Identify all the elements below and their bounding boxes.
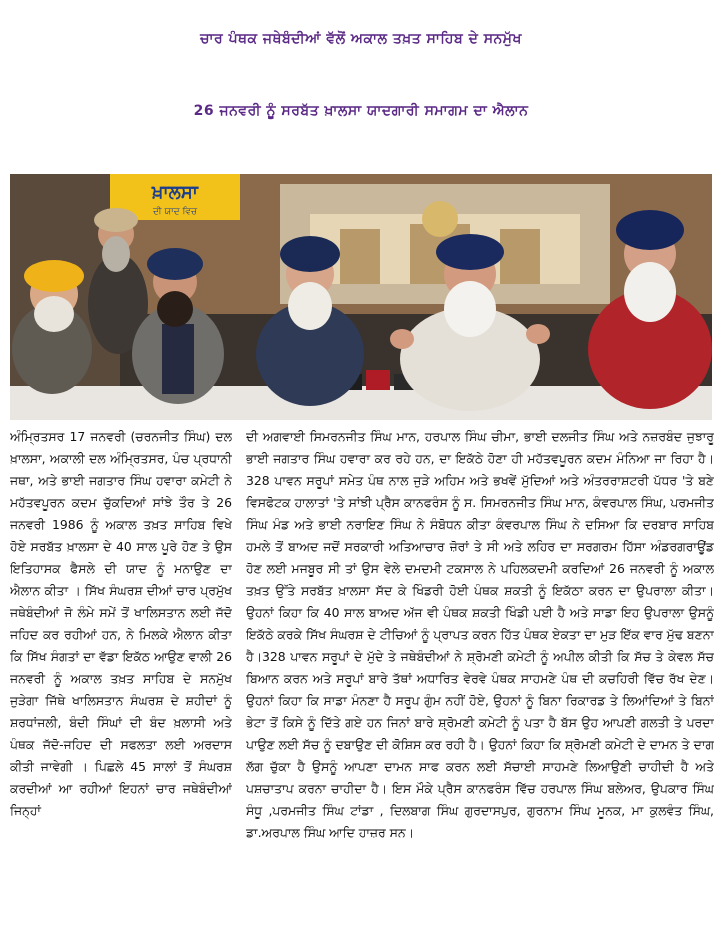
article-column-1: ਅੰਮ੍ਰਿਤਸਰ 17 ਜਨਵਰੀ (ਚਰਨਜੀਤ ਸਿੰਘ) ਦਲ ਖ਼ਾਲਸਾ, ਅਕਾਲੀ ਦਲ ਅੰਮ੍ਰਿਤਸਰ, ਪੰਚ ਪ੍ਰਧਾਨੀ ਜਥਾ, ਅਤੇ ਭਾਈ ਜਗਤਾਰ ਸਿੰਘ ਹਵਾਰਾ ਕਮੇਟੀ ਨੇ ਮਹੱਤਵਪੂਰਨ ਕਦਮ ਚੁੱਕਦਿਆਂ ਸਾਂਝੇ ਤੌਰ ਤੇ 26 ਜਨਵਰੀ 1986 ਨੂੰ ਅਕਾਲ ਤਖ਼ਤ ਸਾਹਿਬ ਵਿਖੇ ਹੋਏ ਸਰਬੱਤ ਖ਼ਾਲਸਾ ਦੇ 40 ਸਾਲ ਪੂਰੇ ਹੋਣ ਤੇ ਉਸ ਇਤਿਹਾਸਕ ਫੈਸਲੇ ਦੀ ਯਾਦ ਨੂੰ ਮਨਾਉਣ ਦਾ ਐਲਾਨ ਕੀਤਾ । ਸਿੱਖ ਸੰਘਰਸ਼ ਦੀਆਂ ਚਾਰ ਪ੍ਰਮੁੱਖ ਜਥੇਬੰਦੀਆਂ ਜੋ ਲੰਮੇ ਸਮੇਂ ਤੋਂ ਖਾਲਿਸਤਾਨ ਲਈ ਜੱਦੋ ਜਹਿਦ ਕਰ ਰਹੀਆਂ ਹਨ, ਨੇ ਮਿਲਕੇ ਐਲਾਨ ਕੀਤਾ ਕਿ ਸਿੱਖ ਸੰਗਤਾਂ ਦਾ ਵੱਡਾ ਇਕੱਠ ਆਉਣ ਵਾਲੀ 26 ਜਨਵਰੀ ਨੂੰ ਅਕਾਲ ਤਖ਼ਤ ਸਾਹਿਬ ਦੇ ਸਨਮੁੱਖ ਜੁੜੇਗਾ ਜਿੱਥੇ ਖਾਲਿਸਤਾਨ ਸੰਘਰਸ਼ ਦੇ ਸ਼ਹੀਦਾਂ ਨੂੰ ਸ਼ਰਧਾਂਜਲੀ, ਬੰਦੀ ਸਿੰਘਾਂ ਦੀ ਬੰਦ ਖ਼ਲਾਸੀ ਅਤੇ ਪੰਥਕ ਜੱਦੋ-ਜਹਿਦ ਦੀ ਸਫਲਤਾ ਲਈ ਅਰਦਾਸ ਕੀਤੀ ਜਾਵੇਗੀ । ਪਿਛਲੇ 45 ਸਾਲਾਂ ਤੋਂ ਸੰਘਰਸ਼ ਕਰਦੀਆਂ ਆ ਰਹੀਆਂ ਇਹਨਾਂ ਚਾਰ ਜਥੇਬੰਦੀਆਂ ਜਿਨ੍ਹਾਂ bbox=[10, 429, 232, 818]
banner-text: ਖ਼ਾਲਸਾ bbox=[152, 182, 198, 203]
headline-line-1: ਚਾਰ ਪੰਥਕ ਜਥੇਬੰਦੀਆਂ ਵੱਲੋਂ ਅਕਾਲ ਤਖ਼ਤ ਸਾਹਿਬ ਦੇ ਸਨਮੁੱਖ bbox=[200, 31, 522, 47]
banner-subtext: ਦੀ ਯਾਦ ਵਿਚ bbox=[152, 207, 198, 217]
press-conference-photo bbox=[10, 174, 712, 420]
headline-line-2: 26 ਜਨਵਰੀ ਨੂੰ ਸਰਬੱਤ ਖ਼ਾਲਸਾ ਯਾਦਗਾਰੀ ਸਮਾਗਮ ਦਾ ਐਲਾਨ bbox=[193, 103, 529, 119]
article-column-2: ਦੀ ਅਗਵਾਈ ਸਿਮਰਨਜੀਤ ਸਿੰਘ ਮਾਨ, ਹਰਪਾਲ ਸਿੰਘ ਚੀਮਾ, ਭਾਈ ਦਲਜੀਤ ਸਿੰਘ ਅਤੇ ਨਜ਼ਰਬੰਦ ਜੁਝਾਰੂ ਭਾਈ ਜਗਤਾਰ ਸਿੰਘ ਹਵਾਰਾ ਕਰ ਰਹੇ ਹਨ, ਦਾ ਇਕੱਠੇ ਹੋਣਾ ਹੀ ਮਹੱਤਵਪੂਰਨ ਕਦਮ ਮੰਨਿਆ ਜਾ ਰਿਹਾ ਹੈ।328 ਪਾਵਨ ਸਰੂਪਾਂ ਸਮੇਤ ਪੰਥ ਨਾਲ ਜੁੜੇ ਅਹਿਮ ਅਤੇ ਭਖਵੇਂ ਮੁੱਦਿਆਂ ਅਤੇ ਅੰਤਰਰਾਸ਼ਟਰੀ ਪੱਧਰ 'ਤੇ ਬਣੇ ਵਿਸਫੋਟਕ ਹਾਲਾਤਾਂ 'ਤੇ ਸਾਂਝੀ ਪ੍ਰੈਸ ਕਾਨਫਰੰਸ ਨੂੰ ਸ. ਸਿਮਰਨਜੀਤ ਸਿੰਘ ਮਾਨ, ਕੰਵਰਪਾਲ ਸਿੰਘ, ਪਰਮਜੀਤ ਸਿੰਘ ਮੰਡ ਅਤੇ ਭਾਈ ਨਰਾਇਣ ਸਿੰਘ ਨੇ ਸੰਬੋਧਨ ਕੀਤਾ ਕੰਵਰਪਾਲ ਸਿੰਘ ਨੇ ਦਸਿਆ ਕਿ ਦਰਬਾਰ ਸਾਹਿਬ ਹਮਲੇ ਤੋਂ ਬਾਅਦ ਜਦੋਂ ਸਰਕਾਰੀ ਅਤਿਆਚਾਰ ਜ਼ੋਰਾਂ ਤੇ ਸੀ ਅਤੇ ਲਹਿਰ ਦਾ ਸਰਗਰਮ ਹਿੱਸਾ ਅੰਡਰਗਰਾਊਂਡ ਹੋਣ ਲਈ ਮਜਬੂਰ ਸੀ ਤਾਂ ਉਸ ਵੇਲੇ ਦਮਦਮੀ ਟਕਸਾਲ ਨੇ ਪਹਿਲਕਦਮੀ ਕਰਦਿਆਂ 26 ਜਨਵਰੀ ਨੂੰ ਅਕਾਲ ਤਖ਼ਤ ਉੱਤੇ ਸਰਬੱਤ ਖ਼ਾਲਸਾ ਸੱਦ ਕੇ ਖਿੰਡਰੀ ਹੋਈ ਪੰਥਕ ਸ਼ਕਤੀ ਨੂੰ ਇਕੱਠਾ ਕਰਨ ਦਾ ਉਪਰਾਲਾ ਕੀਤਾ। ਉਹਨਾਂ ਕਿਹਾ ਕਿ 40 ਸਾਲ ਬਾਅਦ ਅੱਜ ਵੀ ਪੰਥਕ ਸ਼ਕਤੀ ਖਿੰਡੀ ਪਈ ਹੈ ਅਤੇ ਸਾਡਾ ਇਹ ਉਪਰਾਲਾ ਉਸਨੂੰ ਇਕੱਠੇ ਕਰਕੇ ਸਿੱਖ ਸੰਘਰਸ਼ ਦੇ ਟੀਚਿਆਂ ਨੂੰ ਪ੍ਰਾਪਤ ਕਰਨ ਹਿੱਤ ਪੰਥਕ ਏਕਤਾ ਦਾ ਮੁੜ ਇੱਕ ਵਾਰ ਮੁੱਢ ਬਣਨਾ ਹੈ।328 ਪਾਵਨ ਸਰੂਪਾਂ ਦੇ ਮੁੱਦੇ ਤੇ ਜਥੇਬੰਦੀਆਂ ਨੇ ਸ਼੍ਰੋਮਣੀ ਕਮੇਟੀ ਨੂੰ ਅਪੀਲ ਕੀਤੀ ਕਿ ਸੱਚ ਤੇ ਕੇਵਲ ਸੱਚ ਬਿਆਨ ਕਰਨ ਅਤੇ ਸਰੂਪਾਂ ਬਾਰੇ ਤੱਥਾਂ ਅਧਾਰਿਤ ਵੇਰਵੇ ਪੰਥਕ ਸਾਹਮਣੇ ਪੰਥ ਦੀ ਕਚਹਿਰੀ ਵਿੱਚ ਰੱਖ ਦੇਣ। ਉਹਨਾਂ ਕਿਹਾ ਕਿ ਸਾਡਾ ਮੰਨਣਾ ਹੈ ਸਰੂਪ ਗੁੰਮ ਨਹੀਂ ਹੋਏ, ਉਹਨਾਂ ਨੂੰ ਬਿਨਾ ਰਿਕਾਰਡ ਤੇ ਲਿਆਂਦਿਆਂ ਤੇ ਬਿਨਾਂ ਭੇਟਾ ਤੋਂ ਕਿਸੇ ਨੂੰ ਦਿੱਤੇ ਗਏ ਹਨ ਜਿਨਾਂ ਬਾਰੇ ਸ਼੍ਰੋਮਣੀ ਕਮੇਟੀ ਨੂੰ ਪਤਾ ਹੈ ਬੱਸ ਉਹ ਆਪਣੀ ਗਲਤੀ ਤੇ ਪਰਦਾ ਪਾਉਣ ਲਈ ਸੱਚ ਨੂੰ ਦਬਾਉਣ ਦੀ ਕੋਸ਼ਿਸ ਕਰ ਰਹੀ ਹੈ। ਉਹਨਾਂ ਕਿਹਾ ਕਿ ਸ਼੍ਰੋਮਣੀ ਕਮੇਟੀ ਦੇ ਦਾਮਨ ਤੇ ਦਾਗ ਲੱਗ ਚੁੱਕਾ ਹੈ ਉਸਨੂੰ ਆਪਣਾ ਦਾਮਨ ਸਾਫ ਕਰਨ ਲਈ ਸੱਚਾਈ ਸਾਹਮਣੇ ਲਿਆਉਣੀ ਚਾਹੀਦੀ ਹੈ ਅਤੇ ਪਸ਼ਚਾਤਾਪ ਕਰਨਾ ਚਾਹੀਦਾ ਹੈ। ਇਸ ਮੌਕੇ ਪ੍ਰੈਸ ਕਾਨਫਰੰਸ ਵਿੱਚ ਹਰਪਾਲ ਸਿੰਘ ਬਲੇਅਰ, ਉਪਕਾਰ ਸਿੰਘ ਸੰਧੂ ,ਪਰਮਜੀਤ ਸਿੰਘ ਟਾਂਡਾ , ਦਿਲਬਾਗ ਸਿੰਘ ਗੁਰਦਾਸਪੁਰ, ਗੁਰਨਾਮ ਸਿੰਘ ਮੂਨਕ, ਮਾ ਕੁਲਵੰਤ ਸਿੰਘ, ਡਾ.ਅਰਪਾਲ ਸਿੰਘ ਆਦਿ ਹਾਜ਼ਰ ਸਨ। bbox=[246, 429, 714, 840]
photo-illustration bbox=[10, 174, 712, 420]
